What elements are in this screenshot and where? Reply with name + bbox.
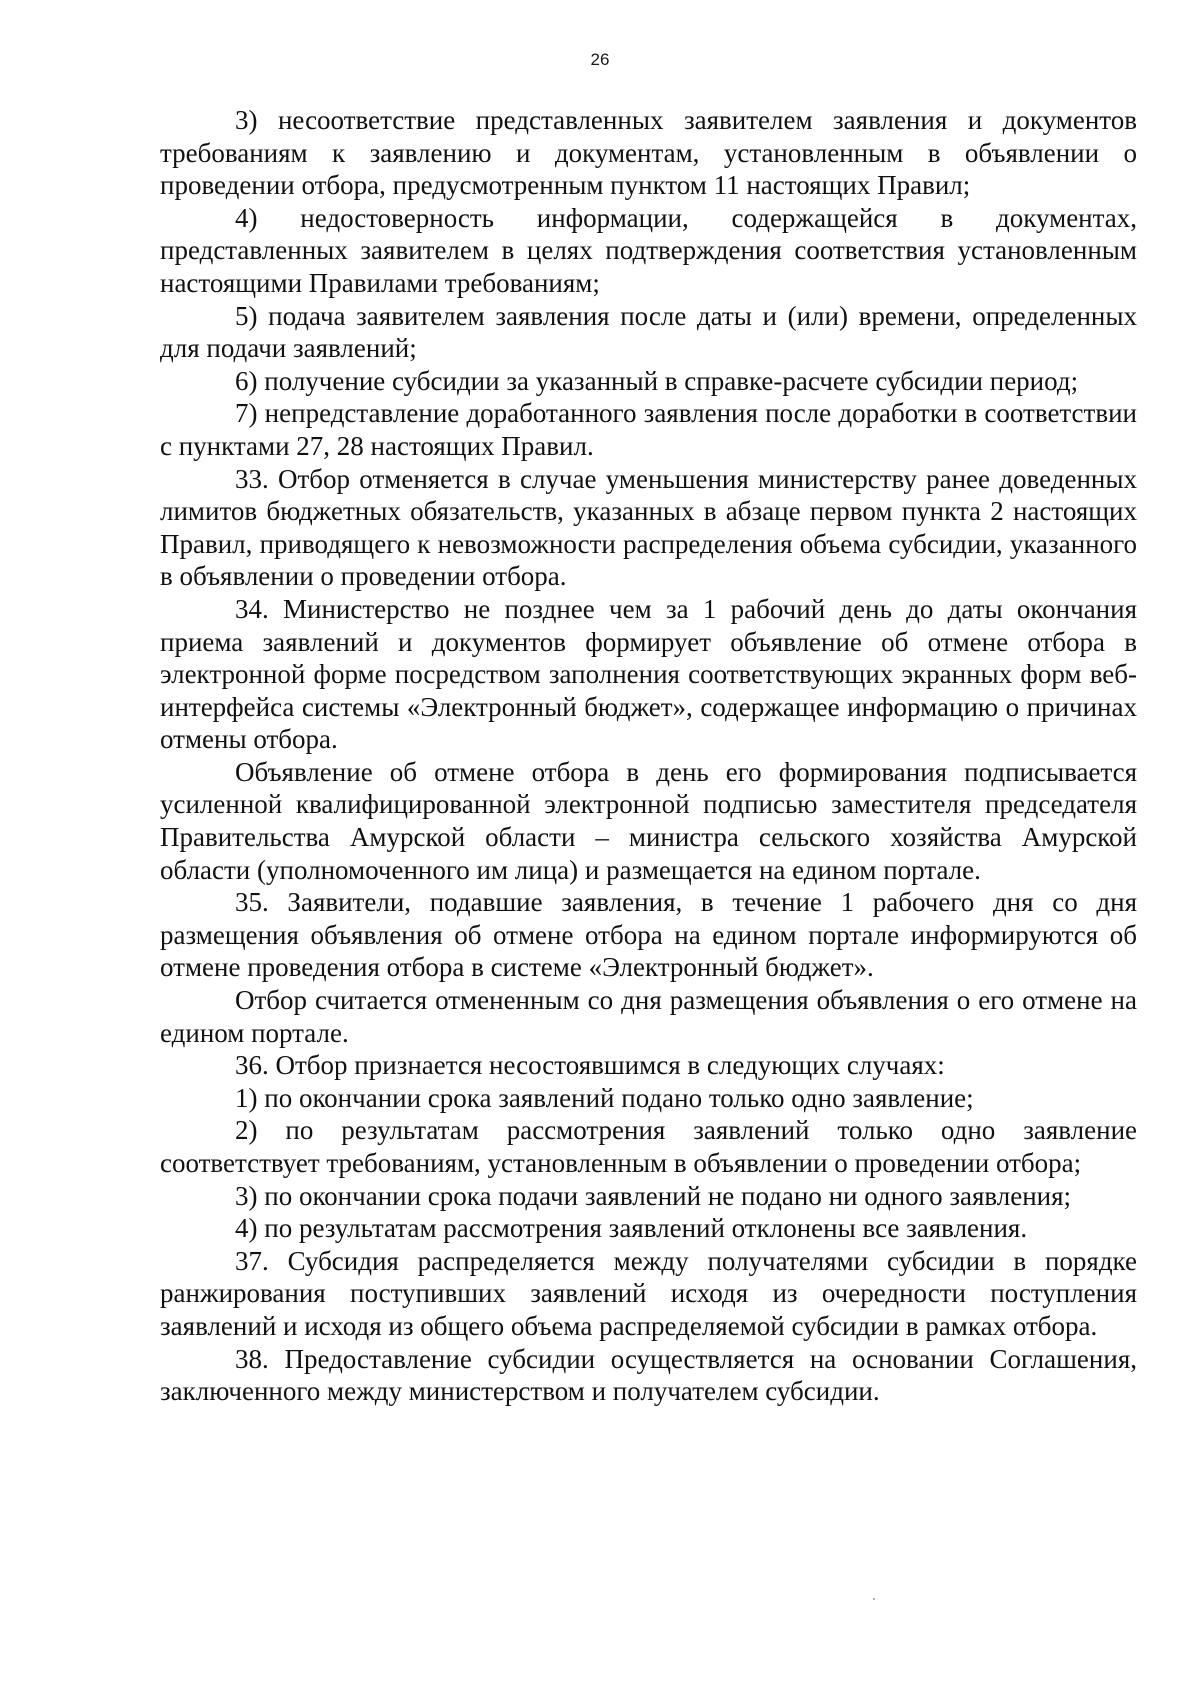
page-number: 26 bbox=[590, 50, 610, 69]
paragraph-item-3: 3) несоответствие представленных заявителем заявления и документов требованиям к заявлению и документам, установленным в объявлении о проведении отбора, предусмотренным пунктом 11 настоящих Правил; bbox=[160, 105, 1137, 201]
paragraph-clause-37: 37. Субсидия распределяется между получателями субсидии в порядке ранжирования поступивших заявлений исходя из очередности поступления заявлений и исходя из общего объема распределяемой субсидии в рамках отбора. bbox=[160, 1245, 1137, 1341]
paragraph-clause-34: 34. Министерство не позднее чем за 1 рабочий день до даты окончания приема заявлений и документов формирует объявление об отмене отбора в электронной форме посредством заполнения соответствующих экранных форм веб-интерфейса системы «Электронный бюджет», содержащее информацию о причинах отмены отбора. bbox=[160, 593, 1137, 755]
paragraph-item-4: 4) недостоверность информации, содержащейся в документах, представленных заявителем в целях подтверждения соответствия установленным настоящими Правилами требованиям; bbox=[160, 202, 1137, 298]
paragraph-clause-36-item-2: 2) по результатам рассмотрения заявлений только одно заявление соответствует требованиям, установленным в объявлении о проведении отбора; bbox=[160, 1115, 1137, 1178]
paragraph-clause-35: 35. Заявители, подавшие заявления, в течение 1 рабочего дня со дня размещения объявления об отмене отбора на едином портале информируются об отмене проведения отбора в системе «Электронный бюджет». bbox=[160, 887, 1137, 983]
document-body bbox=[160, 104, 1137, 1408]
paragraph-clause-36-item-4: 4) по результатам рассмотрения заявлений отклонены все заявления. bbox=[235, 1213, 1028, 1244]
paragraph-clause-34-announcement: Объявление об отмене отбора в день его формирования подписывается усиленной квалифицированной электронной подписью заместителя председателя Правительства Амурской области – министра сельского хозяйства Амурской области (уполномоченного им лица) и размещается на едином портале. bbox=[160, 756, 1137, 885]
scan-artifact-dot bbox=[873, 1598, 875, 1600]
paragraph-item-5: 5) подача заявителем заявления после даты и (или) времени, определенных для подачи заявлений; bbox=[160, 300, 1137, 364]
paragraph-item-6: 6) получение субсидии за указанный в справке-расчете субсидии период; bbox=[235, 365, 1079, 396]
paragraph-clause-36: 36. Отбор признается несостоявшимся в следующих случаях: bbox=[235, 1050, 945, 1081]
paragraph-item-7: 7) непредставление доработанного заявления после доработки в соответствии с пунктами 27, 28 настоящих Правил. bbox=[160, 398, 1137, 461]
paragraph-clause-38: 38. Предоставление субсидии осуществляется на основании Соглашения, заключенного между министерством и получателем субсидии. bbox=[160, 1343, 1137, 1407]
paragraph-clause-33: 33. Отбор отменяется в случае уменьшения министерству ранее доведенных лимитов бюджетных обязательств, указанных в абзаце первом пункта 2 настоящих Правил, приводящего к невозможности распределения объема субсидии, указанного в объявлении о проведении отбора. bbox=[160, 463, 1137, 592]
paragraph-clause-36-item-3: 3) по окончании срока подачи заявлений не подано ни одного заявления; bbox=[235, 1180, 1072, 1211]
paragraph-clause-35-cancelled: Отбор считается отмененным со дня размещения объявления о его отмене на едином портале. bbox=[160, 985, 1137, 1048]
paragraph-clause-36-item-1: 1) по окончании срока заявлений подано только одно заявление; bbox=[235, 1082, 974, 1113]
